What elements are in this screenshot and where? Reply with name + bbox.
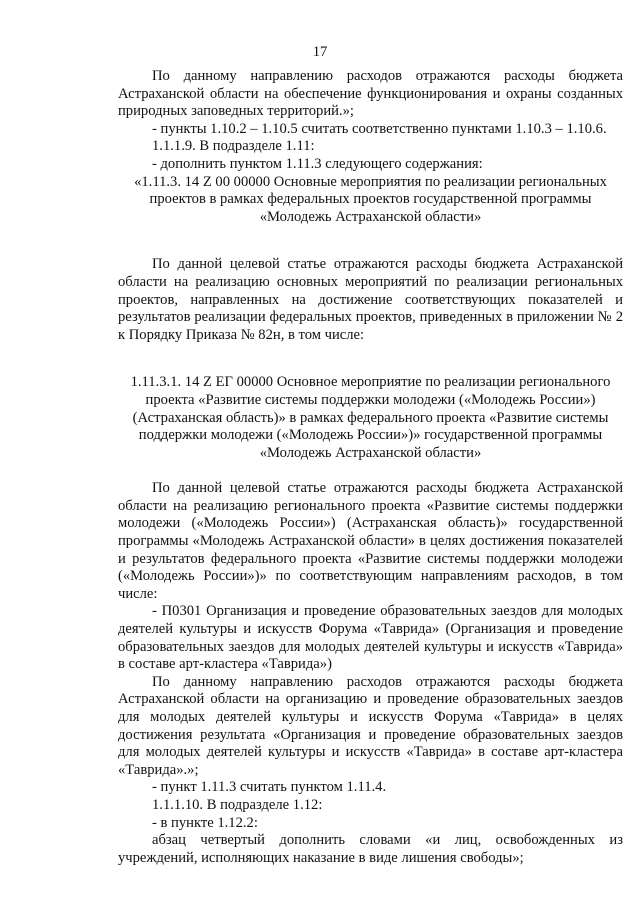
paragraph-6: По данной целевой статье отражаются расходы бюджета Астраханской области на реализацию основных мероприятий по реализации региональных проектов, направленных на достижение соответствующих показателей и результатов реализации федеральных проектов, приведенных в приложении № 2 к Порядку Приказа № 82н, в том числе: — [118, 256, 623, 343]
paragraph-10: По данному направлению расходов отражаются расходы бюджета Астраханской области на организацию и проведение образовательных заездов для молодых деятелей культуры и искусств Форума «Таврида» в целях достижения результата «Организация и проведение образовательных заездов для молодых деятелей культуры и искусств «Таврида» в составе арт-кластера «Таврида».»; — [118, 673, 623, 778]
paragraph-3: 1.1.1.9. В подразделе 1.11: — [152, 138, 315, 155]
paragraph-12: 1.1.1.10. В подразделе 1.12: — [152, 796, 323, 813]
paragraph-11: - пункт 1.11.3 считать пунктом 1.11.4. — [152, 779, 387, 796]
section-heading-1-11-3: «1.11.3. 14 Z 00 00000 Основные мероприятия по реализации региональных проектов в рамках федеральных проектов государственной программы «Молодежь Астраханской области» — [134, 173, 607, 225]
spacer — [118, 344, 623, 374]
section-heading-1-11-3-1: 1.11.3.1. 14 Z ЕГ 00000 Основное мероприятие по реализации регионального проекта «Развитие системы поддержки молодежи («Молодежь России») (Астраханская область)» в рамках федерального проекта «Развитие системы поддержки молодежи («Молодежь России»)» государственной программы «Молодежь Астраханской области» — [130, 374, 611, 461]
spacer — [118, 226, 623, 256]
paragraph-4: - дополнить пунктом 1.11.3 следующего содержания: — [152, 155, 483, 172]
paragraph-1: По данному направлению расходов отражаются расходы бюджета Астраханской области на обеспечение функционирования и охраны созданных природных заповедных территорий.»; — [118, 68, 623, 120]
document-body — [118, 68, 623, 867]
paragraph-14: абзац четвертый дополнить словами «и лиц, освобожденных из учреждений, исполняющих наказание в виде лишения свободы»; — [118, 832, 623, 866]
paragraph-8: По данной целевой статье отражаются расходы бюджета Астраханской области на реализацию регионального проекта «Развитие системы поддержки молодежи («Молодежь России») (Астраханская область)» государственной программы «Молодежь Астраханской области» в целях достижения показателей и результатов федерального проекта «Развитие системы поддержки молодежи («Молодежь России»)» по соответствующим направлениям расходов, в том числе: — [118, 480, 623, 602]
paragraph-13: - в пункте 1.12.2: — [152, 814, 258, 831]
spacer — [118, 462, 623, 480]
paragraph-2: - пункты 1.10.2 – 1.10.5 считать соответственно пунктами 1.10.3 – 1.10.6. — [152, 120, 607, 137]
page-number: 17 — [312, 44, 328, 60]
paragraph-9: - П0301 Организация и проведение образовательных заездов для молодых деятелей культуры и искусств Форума «Таврида» (Организация и проведение образовательных заездов для молодых деятелей культуры и искусств «Таврида» в составе арт-кластера «Таврида») — [118, 603, 623, 673]
